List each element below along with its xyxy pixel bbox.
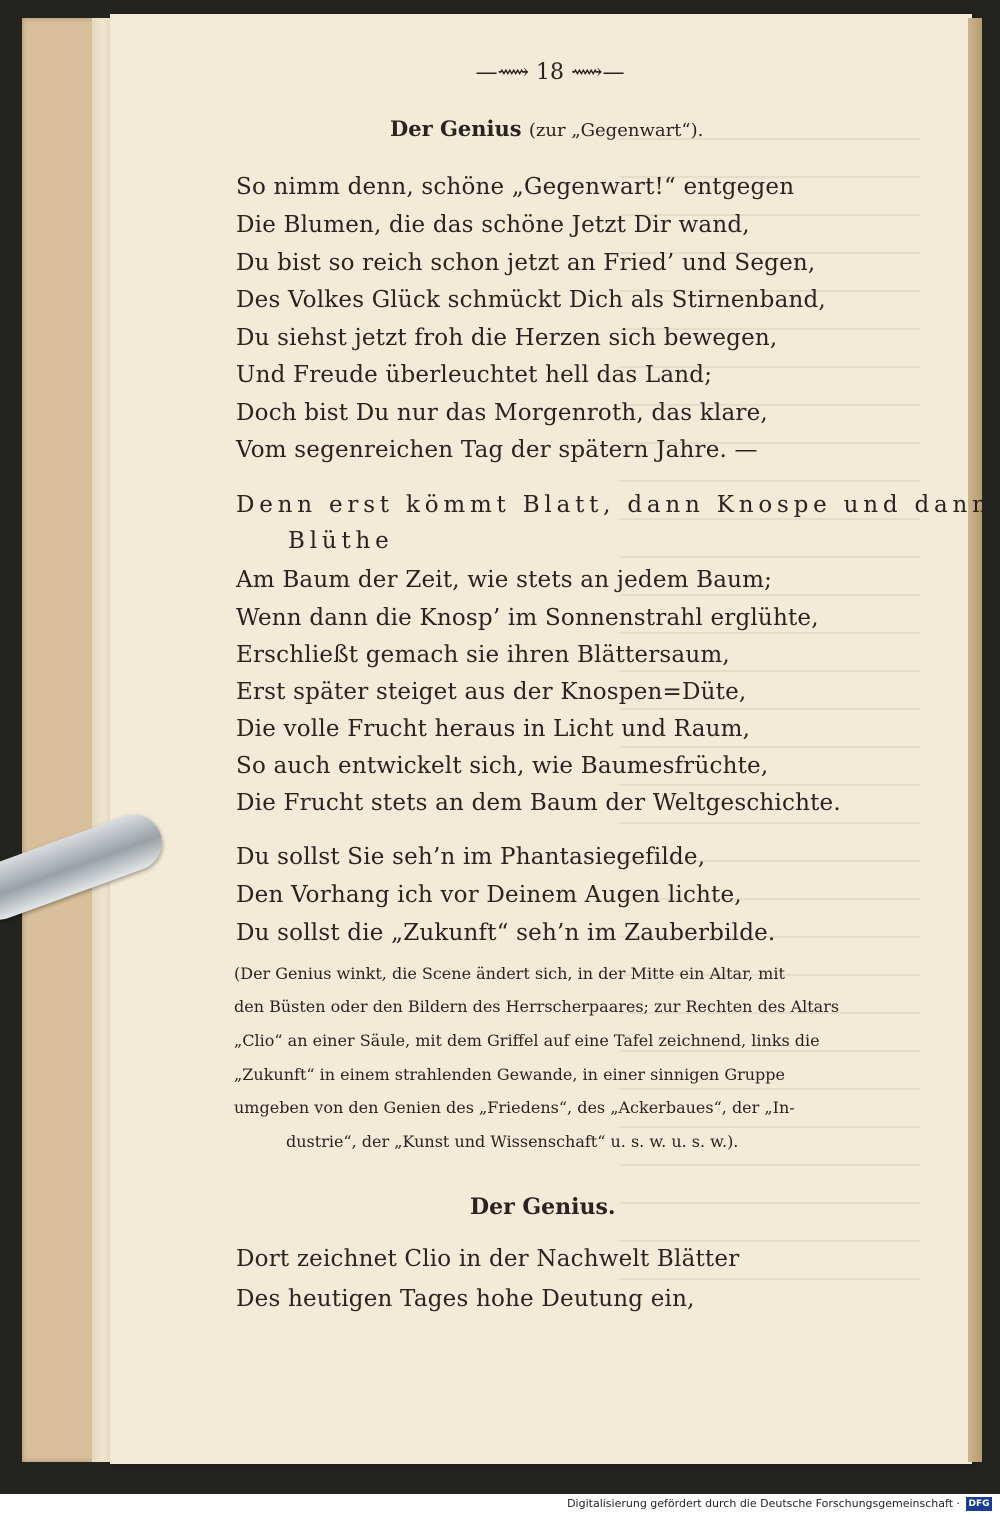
stage-direction-line: dustrie“, der „Kunst und Wissenschaft“ u. s. w. u. s. w.). [286, 1132, 739, 1151]
page-number: —⟿ 18 ⟿— [475, 60, 625, 85]
verse-line-continuation: Blüthe [288, 528, 394, 554]
verse-line: Die Blumen, die das schöne Jetzt Dir wand, [236, 212, 750, 238]
verse-line: So nimm denn, schöne „Gegenwart!“ entgegen [236, 174, 795, 200]
heading-title: Der Genius [390, 116, 522, 141]
page-right-edge [968, 18, 982, 1462]
verse-line: Erst später steiget aus der Knospen=Düte, [236, 679, 747, 705]
verse-line: Die Frucht stets an dem Baum der Weltgeschichte. [236, 790, 841, 816]
verse-line: So auch entwickelt sich, wie Baumesfrüchte, [236, 753, 769, 779]
verse-line: Des heutigen Tages hohe Deutung ein, [236, 1286, 695, 1312]
verse-line: Du sollst die „Zukunft“ seh’n im Zauberbilde. [236, 920, 776, 946]
stage-direction-line: „Clio“ an einer Säule, mit dem Griffel auf eine Tafel zeichnend, links die [234, 1031, 820, 1050]
scene-heading [390, 116, 703, 141]
stage-direction-line: „Zukunft“ in einem strahlenden Gewande, in einer sinnigen Gruppe [234, 1065, 785, 1084]
verse-line: Des Volkes Glück schmückt Dich als Stirnenband, [236, 287, 826, 313]
verse-line: Dort zeichnet Clio in der Nachwelt Blätter [236, 1246, 740, 1272]
footer-bar [0, 1494, 1000, 1514]
verse-line: Vom segenreichen Tag der spätern Jahre. — [236, 437, 758, 463]
verse-line: Den Vorhang ich vor Deinem Augen lichte, [236, 882, 742, 908]
stage-direction-line: (Der Genius winkt, die Scene ändert sich, in der Mitte ein Altar, mit [234, 964, 785, 983]
dfg-logo-icon: DFG [966, 1497, 992, 1511]
verse-line: Und Freude überleuchtet hell das Land; [236, 362, 713, 388]
verse-line: Am Baum der Zeit, wie stets an jedem Baum; [236, 567, 773, 593]
verse-line: Wenn dann die Knosp’ im Sonnenstrahl erglühte, [236, 605, 819, 631]
verse-line: Du sollst Sie seh’n im Phantasiegefilde, [236, 844, 706, 870]
verse-line: Du siehst jetzt froh die Herzen sich bewegen, [236, 325, 778, 351]
stage-direction-line: den Büsten oder den Bildern des Herrscherpaares; zur Rechten des Altars [234, 997, 840, 1016]
verse-line: Doch bist Du nur das Morgenroth, das klare, [236, 400, 768, 426]
section-heading: Der Genius. [470, 1194, 616, 1220]
verse-line: Du bist so reich schon jetzt an Fried’ und Segen, [236, 250, 816, 276]
verse-line: Die volle Frucht heraus in Licht und Raum, [236, 716, 751, 742]
heading-subtitle: (zur „Gegenwart“). [528, 120, 704, 141]
verse-line: Erschließt gemach sie ihren Blättersaum, [236, 642, 730, 668]
verse-line-spaced: Denn erst kömmt Blatt, dann Knospe und dann [236, 492, 992, 518]
stage-direction-line: umgeben von den Genien des „Friedens“, des „Ackerbaues“, der „In- [234, 1098, 795, 1117]
footer-credit: Digitalisierung gefördert durch die Deutsche Forschungsgemeinschaft · [567, 1497, 960, 1510]
